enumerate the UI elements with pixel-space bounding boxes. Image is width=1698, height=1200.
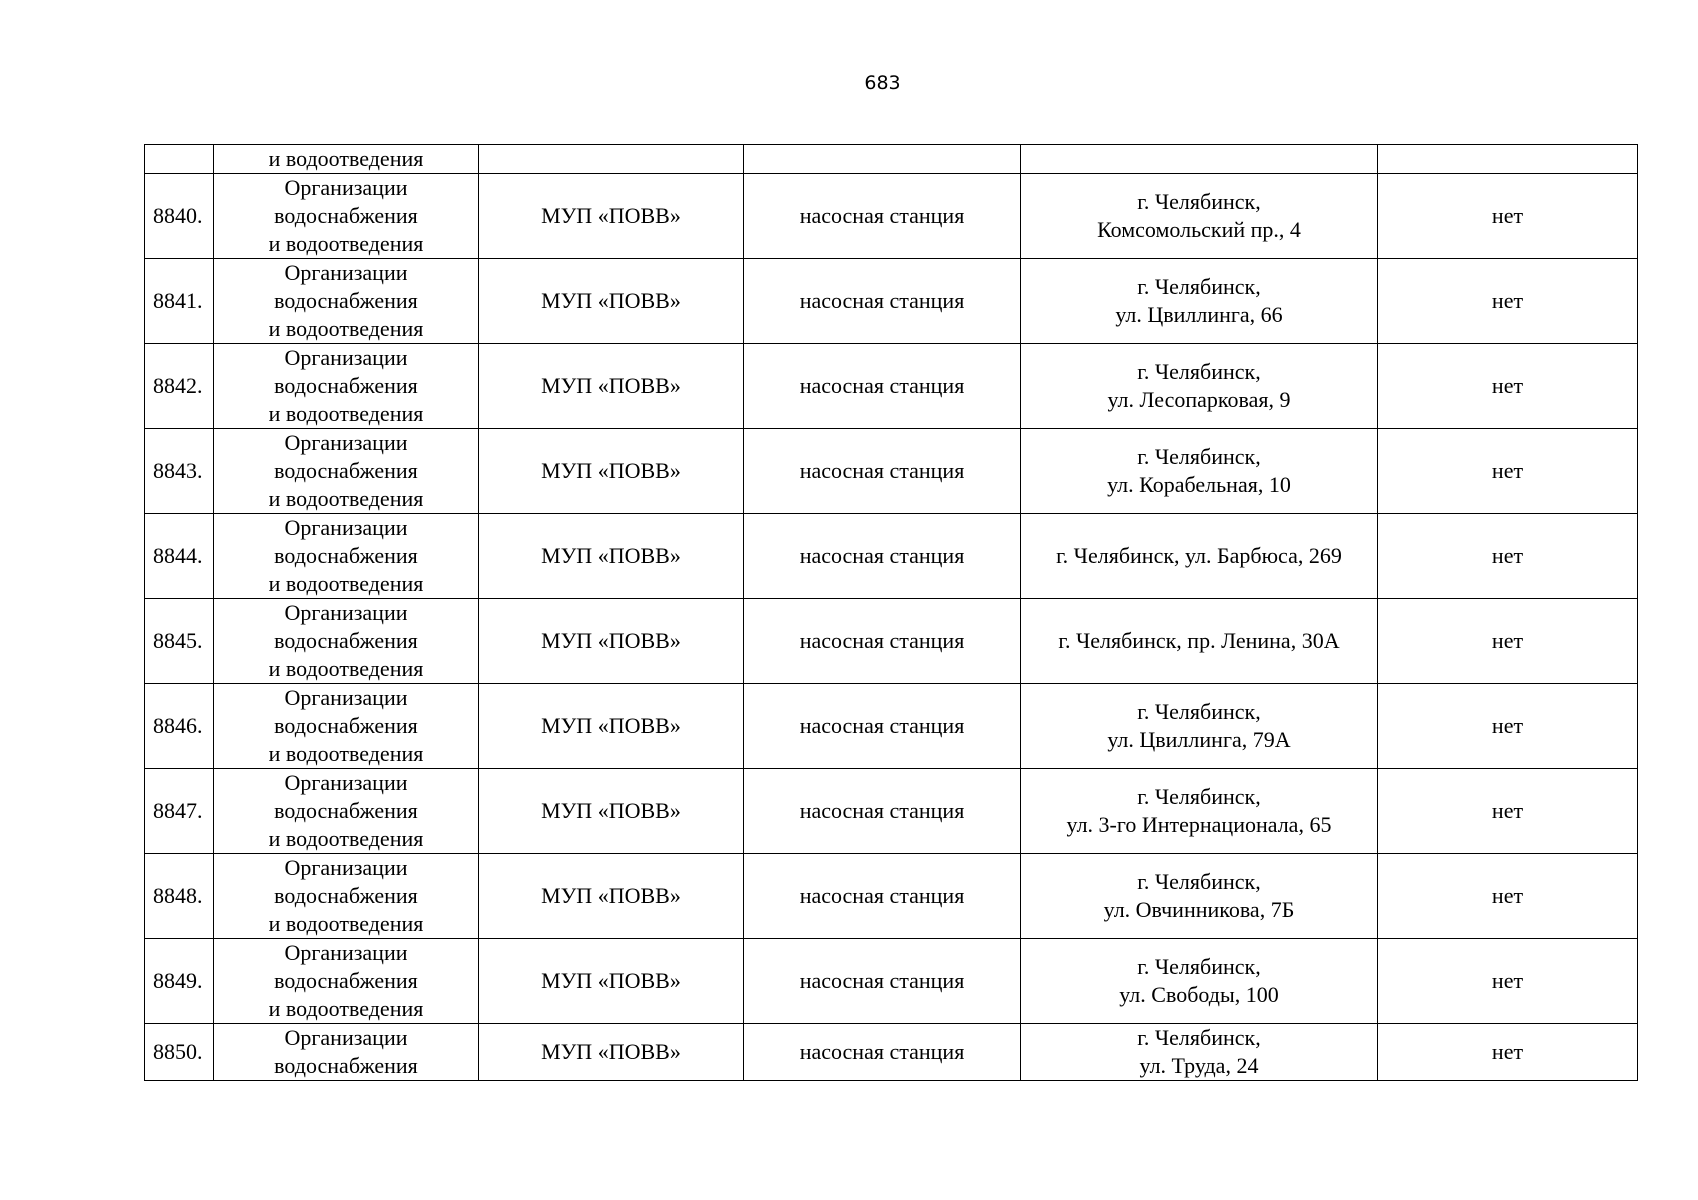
org-type-line: и водоотведения <box>268 571 424 596</box>
org-type-line: Организации <box>284 855 408 880</box>
org-type-cell <box>214 174 479 259</box>
org-type-line: и водоотведения <box>268 826 424 851</box>
row-number-cell: 8844. <box>145 514 214 599</box>
address-cell <box>1021 145 1378 174</box>
object-type-cell: насосная станция <box>744 344 1021 429</box>
address-cell <box>1021 939 1378 1024</box>
org-type-line: и водоотведения <box>268 911 424 936</box>
row-number-cell: 8848. <box>145 854 214 939</box>
object-type-cell: насосная станция <box>744 854 1021 939</box>
owner-cell: МУП «ПОВВ» <box>479 259 744 344</box>
row-number-cell: 8849. <box>145 939 214 1024</box>
table-row <box>145 145 1638 174</box>
org-type-line: водоснабжения <box>274 883 418 908</box>
status-cell: нет <box>1378 599 1638 684</box>
table-body <box>145 145 1638 1081</box>
object-type-cell: насосная станция <box>744 684 1021 769</box>
table-row <box>145 684 1638 769</box>
row-number-cell <box>145 145 214 174</box>
address-line: г. Челябинск, <box>1137 359 1261 384</box>
table-row <box>145 854 1638 939</box>
org-type-cell <box>214 514 479 599</box>
address-line: г. Челябинск, ул. Барбюса, 269 <box>1056 543 1342 568</box>
table-row <box>145 429 1638 514</box>
address-cell <box>1021 1024 1378 1081</box>
org-type-cell <box>214 1024 479 1081</box>
address-cell <box>1021 344 1378 429</box>
owner-cell: МУП «ПОВВ» <box>479 514 744 599</box>
org-type-line: водоснабжения <box>274 203 418 228</box>
org-type-line: Организации <box>284 430 408 455</box>
object-type-cell: насосная станция <box>744 1024 1021 1081</box>
address-cell <box>1021 684 1378 769</box>
address-line: Комсомольский пр., 4 <box>1097 217 1301 242</box>
status-cell: нет <box>1378 1024 1638 1081</box>
object-type-cell: насосная станция <box>744 174 1021 259</box>
row-number-cell: 8846. <box>145 684 214 769</box>
owner-cell: МУП «ПОВВ» <box>479 599 744 684</box>
table-row <box>145 514 1638 599</box>
address-line: ул. 3-го Интернационала, 65 <box>1066 812 1332 837</box>
address-cell <box>1021 854 1378 939</box>
owner-cell: МУП «ПОВВ» <box>479 344 744 429</box>
table-row <box>145 1024 1638 1081</box>
row-number-cell: 8843. <box>145 429 214 514</box>
status-cell: нет <box>1378 174 1638 259</box>
org-type-cell <box>214 684 479 769</box>
org-type-line: водоснабжения <box>274 628 418 653</box>
status-cell: нет <box>1378 939 1638 1024</box>
org-type-cell <box>214 939 479 1024</box>
address-cell <box>1021 514 1378 599</box>
status-cell: нет <box>1378 684 1638 769</box>
owner-cell: МУП «ПОВВ» <box>479 769 744 854</box>
object-type-cell: насосная станция <box>744 939 1021 1024</box>
org-type-cell <box>214 344 479 429</box>
owner-cell: МУП «ПОВВ» <box>479 939 744 1024</box>
table-row <box>145 259 1638 344</box>
address-line: г. Челябинск, <box>1137 1025 1261 1050</box>
row-number-cell: 8850. <box>145 1024 214 1081</box>
row-number-cell: 8847. <box>145 769 214 854</box>
org-type-line: водоснабжения <box>274 373 418 398</box>
owner-cell: МУП «ПОВВ» <box>479 1024 744 1081</box>
address-line: г. Челябинск, <box>1137 444 1261 469</box>
org-type-line: и водоотведения <box>268 401 424 426</box>
address-line: г. Челябинск, <box>1137 274 1261 299</box>
address-cell <box>1021 259 1378 344</box>
org-type-line: водоснабжения <box>274 713 418 738</box>
org-type-line: водоснабжения <box>274 968 418 993</box>
org-type-cell <box>214 145 479 174</box>
address-line: г. Челябинск, <box>1137 869 1261 894</box>
address-line: ул. Цвиллинга, 79А <box>1107 727 1291 752</box>
org-type-line: Организации <box>284 1025 408 1050</box>
org-type-cell <box>214 429 479 514</box>
org-type-cell <box>214 599 479 684</box>
status-cell: нет <box>1378 854 1638 939</box>
status-cell: нет <box>1378 514 1638 599</box>
status-cell: нет <box>1378 344 1638 429</box>
address-line: г. Челябинск, <box>1137 954 1261 979</box>
owner-cell: МУП «ПОВВ» <box>479 854 744 939</box>
object-type-cell: насосная станция <box>744 259 1021 344</box>
address-line: ул. Труда, 24 <box>1139 1053 1259 1078</box>
org-type-line: и водоотведения <box>268 146 424 171</box>
address-line: ул. Лесопарковая, 9 <box>1107 387 1291 412</box>
org-type-line: и водоотведения <box>268 656 424 681</box>
object-type-cell: насосная станция <box>744 769 1021 854</box>
org-type-line: Организации <box>284 770 408 795</box>
row-number-cell: 8842. <box>145 344 214 429</box>
address-cell <box>1021 599 1378 684</box>
registry-table <box>144 144 1638 1081</box>
org-type-cell <box>214 769 479 854</box>
page-number: 683 <box>864 72 901 94</box>
object-type-cell: насосная станция <box>744 514 1021 599</box>
table-row <box>145 939 1638 1024</box>
address-line: ул. Свободы, 100 <box>1119 982 1279 1007</box>
org-type-line: Организации <box>284 515 408 540</box>
table-row <box>145 769 1638 854</box>
org-type-line: Организации <box>284 175 408 200</box>
org-type-line: водоснабжения <box>274 543 418 568</box>
owner-cell: МУП «ПОВВ» <box>479 684 744 769</box>
address-line: г. Челябинск, <box>1137 784 1261 809</box>
org-type-line: водоснабжения <box>274 1053 418 1078</box>
row-number-cell: 8845. <box>145 599 214 684</box>
address-line: ул. Корабельная, 10 <box>1107 472 1291 497</box>
address-line: г. Челябинск, <box>1137 189 1261 214</box>
status-cell: нет <box>1378 429 1638 514</box>
status-cell: нет <box>1378 259 1638 344</box>
status-cell <box>1378 145 1638 174</box>
org-type-line: Организации <box>284 345 408 370</box>
row-number-cell: 8840. <box>145 174 214 259</box>
org-type-cell <box>214 259 479 344</box>
org-type-line: и водоотведения <box>268 996 424 1021</box>
status-cell: нет <box>1378 769 1638 854</box>
org-type-line: водоснабжения <box>274 288 418 313</box>
org-type-line: Организации <box>284 940 408 965</box>
address-cell <box>1021 429 1378 514</box>
row-number-cell: 8841. <box>145 259 214 344</box>
address-cell <box>1021 174 1378 259</box>
address-line: ул. Цвиллинга, 66 <box>1115 302 1283 327</box>
org-type-line: водоснабжения <box>274 458 418 483</box>
address-cell <box>1021 769 1378 854</box>
address-line: г. Челябинск, <box>1137 699 1261 724</box>
org-type-line: и водоотведения <box>268 486 424 511</box>
object-type-cell: насосная станция <box>744 429 1021 514</box>
org-type-line: Организации <box>284 260 408 285</box>
address-line: г. Челябинск, пр. Ленина, 30А <box>1058 628 1340 653</box>
object-type-cell <box>744 145 1021 174</box>
org-type-line: водоснабжения <box>274 798 418 823</box>
org-type-line: Организации <box>284 600 408 625</box>
table-row <box>145 174 1638 259</box>
owner-cell <box>479 145 744 174</box>
org-type-line: и водоотведения <box>268 231 424 256</box>
org-type-line: и водоотведения <box>268 741 424 766</box>
object-type-cell: насосная станция <box>744 599 1021 684</box>
table-row <box>145 344 1638 429</box>
owner-cell: МУП «ПОВВ» <box>479 174 744 259</box>
table-row <box>145 599 1638 684</box>
address-line: ул. Овчинникова, 7Б <box>1103 897 1295 922</box>
org-type-line: и водоотведения <box>268 316 424 341</box>
org-type-line: Организации <box>284 685 408 710</box>
org-type-cell <box>214 854 479 939</box>
owner-cell: МУП «ПОВВ» <box>479 429 744 514</box>
